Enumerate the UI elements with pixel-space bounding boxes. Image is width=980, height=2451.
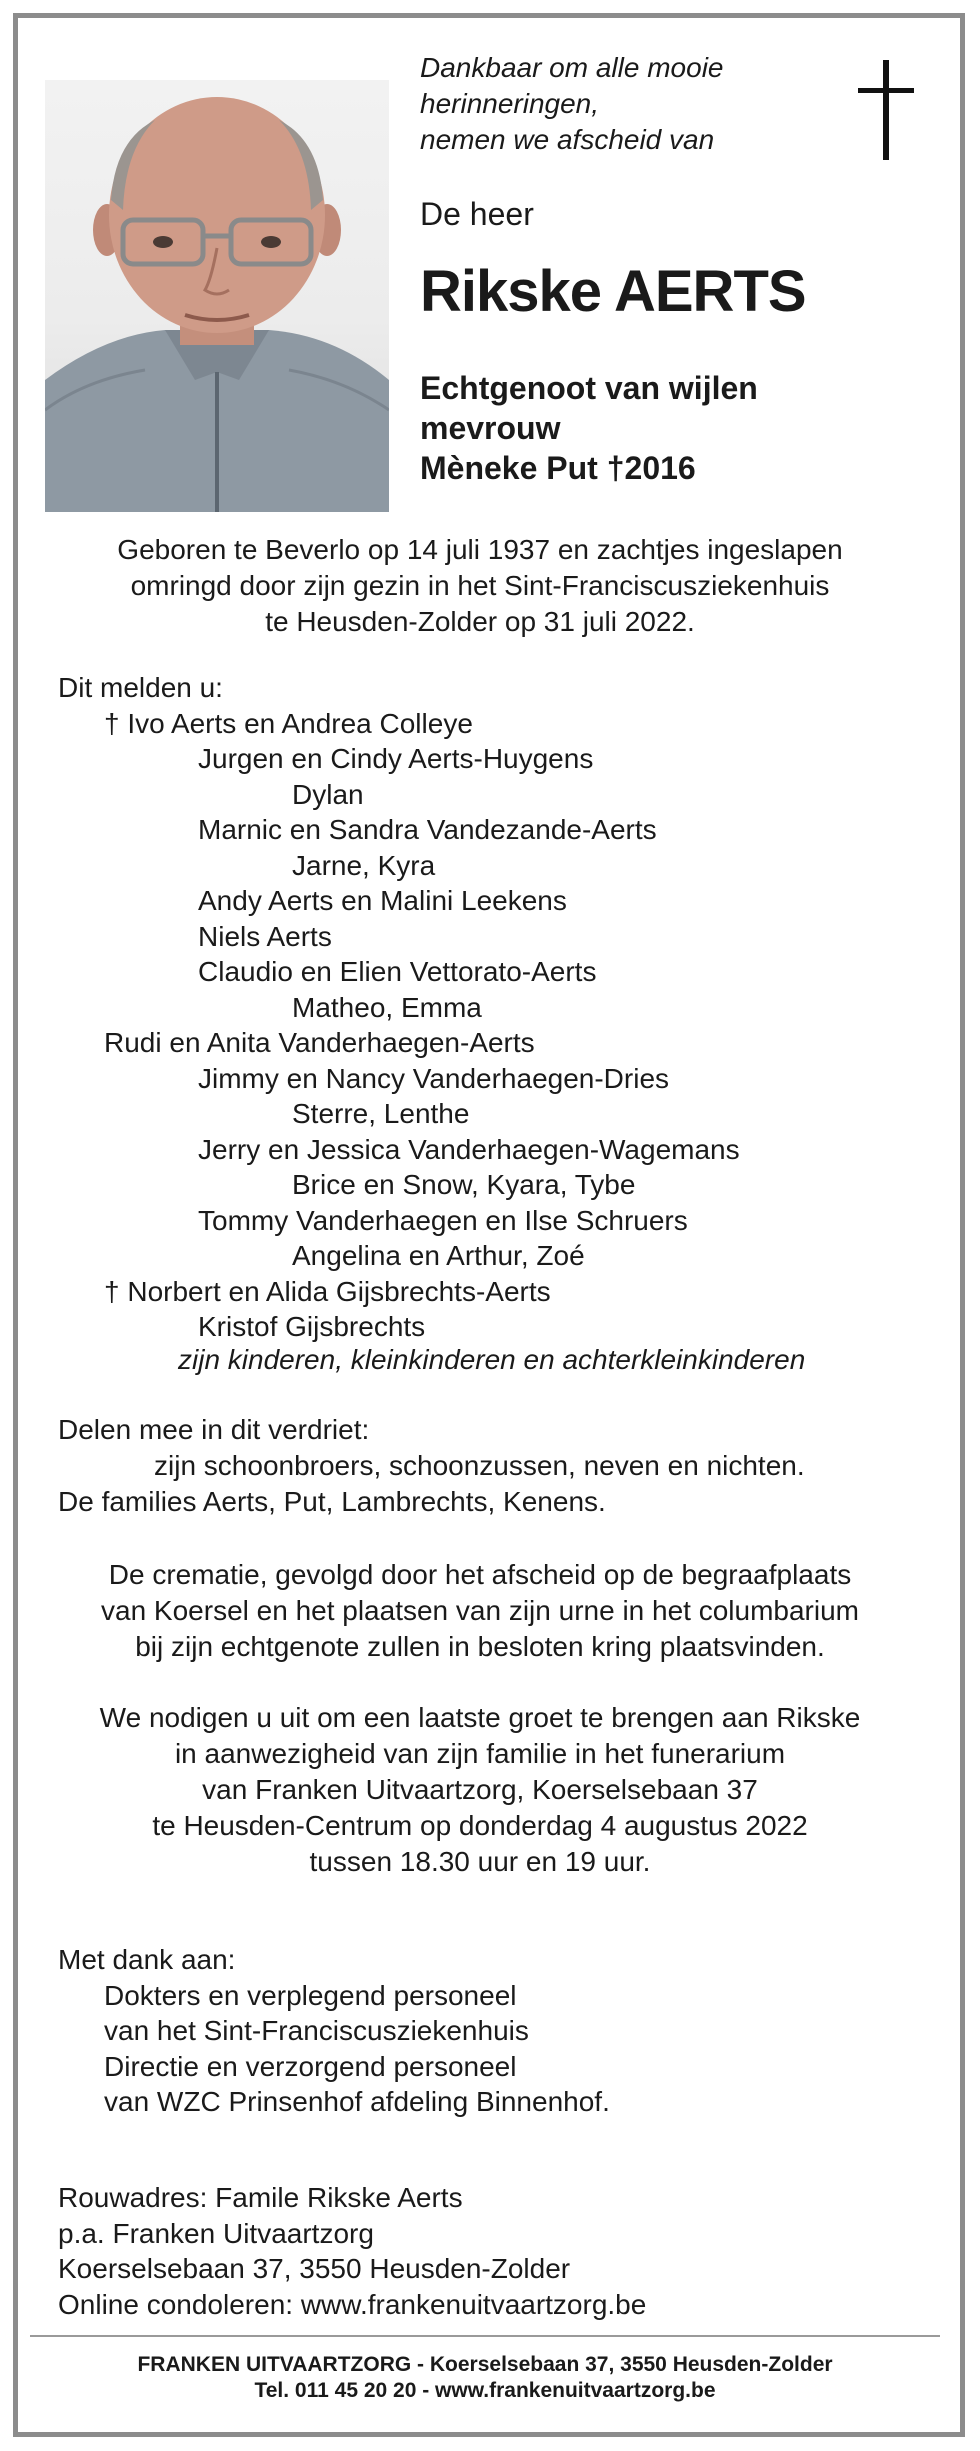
intro-text [420, 50, 724, 158]
family-member: Dylan [292, 778, 364, 810]
family-member: Kristof Gijsbrechts [198, 1311, 426, 1342]
invite-line: tussen 18.30 uur en 19 uur. [309, 1846, 651, 1877]
family-member: Jarne, Kyra [292, 849, 436, 881]
family-member: Sterre, Lenthe [292, 1098, 470, 1129]
intro-line: herinneringen, [420, 88, 600, 119]
birth-info [30, 532, 930, 640]
spouse-line: Mèneke Put †2016 [420, 450, 696, 486]
address-line: Online condoleren: www.frankenuitvaartzorg.be [58, 2288, 647, 2320]
family-member: Rudi en Anita Vanderhaegen-Aerts [104, 1027, 535, 1058]
address-line: Rouwadres: Famile Rikske Aerts [58, 2182, 463, 2213]
family-member: Angelina en Arthur, Zoé [292, 1240, 585, 1271]
invite-line: van Franken Uitvaartzorg, Koerselsebaan 37 [202, 1774, 758, 1805]
family-member: Claudio en Elien Vettorato-Aerts [198, 956, 597, 987]
share-line: De families Aerts, Put, Lambrechts, Kenens. [58, 1486, 606, 1517]
title-prefix: De heer [420, 196, 534, 232]
family-member: Jimmy en Nancy Vanderhaegen-Dries [198, 1062, 670, 1094]
cremation-line: bij zijn echtgenote zullen in besloten kring plaatsvinden. [135, 1631, 825, 1662]
thanks-line: Dokters en verplegend personeel [104, 1979, 517, 2011]
thanks-line: Directie en verzorgend personeel [104, 2050, 517, 2082]
birth-line: omringd door zijn gezin in het Sint-Franciscusziekenhuis [130, 570, 830, 601]
footer-line: FRANKEN UITVAARTZORG - Koerselsebaan 37, 3550 Heusden-Zolder [137, 2353, 833, 2376]
family-member: Jerry en Jessica Vanderhaegen-Wagemans [198, 1133, 740, 1165]
family-member: Jurgen en Cindy Aerts-Huygens [198, 743, 594, 774]
funeral-home-footer [30, 2352, 940, 2404]
thanks-section [58, 1942, 610, 2120]
spouse-line: mevrouw [420, 410, 561, 446]
family-member: Niels Aerts [198, 920, 332, 952]
spouse-line: Echtgenoot van wijlen [420, 370, 758, 406]
family-member: † Norbert en Alida Gijsbrechts-Aerts [104, 1275, 551, 1307]
footer-divider [30, 2335, 940, 2337]
family-closing: zijn kinderen, kleinkinderen en achterkleinkinderen [178, 1344, 806, 1375]
birth-line: Geboren te Beverlo op 14 juli 1937 en zachtjes ingeslapen [117, 534, 843, 565]
address-line: Koerselsebaan 37, 3550 Heusden-Zolder [58, 2253, 571, 2284]
thanks-line: van WZC Prinsenhof afdeling Binnenhof. [104, 2086, 610, 2117]
family-member: Matheo, Emma [292, 991, 482, 1023]
cremation-line: De crematie, gevolgd door het afscheid op de begraafplaats [108, 1559, 852, 1590]
announce-label: Dit melden u: [58, 672, 223, 703]
intro-line: nemen we afscheid van [420, 124, 715, 155]
family-member: Andy Aerts en Malini Leekens [198, 885, 567, 916]
family-member: † Ivo Aerts en Andrea Colleye [104, 707, 473, 739]
address-line: p.a. Franken Uitvaartzorg [58, 2217, 374, 2249]
cremation-info [30, 1557, 930, 1665]
intro-line: Dankbaar om alle mooie [420, 52, 724, 83]
cross-icon [858, 60, 914, 160]
portrait-photo [45, 80, 389, 512]
spouse-info [420, 368, 758, 488]
family-list [58, 670, 740, 1345]
family-member: Brice en Snow, Kyara, Tybe [292, 1169, 636, 1200]
invite-line: in aanwezigheid van zijn familie in het funerarium [174, 1738, 786, 1769]
birth-line: te Heusden-Zolder op 31 juli 2022. [265, 606, 695, 637]
family-member: Marnic en Sandra Vandezande-Aerts [198, 814, 657, 845]
deceased-name: Rikske AERTS [420, 259, 806, 324]
footer-line: Tel. 011 45 20 20 - www.frankenuitvaartzorg.be [254, 2379, 716, 2402]
thanks-line: Met dank aan: [58, 1944, 236, 1975]
share-line: Delen mee in dit verdriet: [58, 1414, 370, 1445]
share-grief [58, 1412, 805, 1520]
mourning-address [58, 2180, 646, 2322]
cremation-line: van Koersel en het plaatsen van zijn urne in het columbarium [101, 1595, 859, 1626]
invite-line: te Heusden-Centrum op donderdag 4 augustus 2022 [152, 1810, 808, 1841]
invite-line: We nodigen u uit om een laatste groet te brengen aan Rikske [99, 1702, 861, 1733]
invitation-info [30, 1700, 930, 1880]
share-line: zijn schoonbroers, schoonzussen, neven en nichten. [154, 1450, 805, 1481]
thanks-line: van het Sint-Franciscusziekenhuis [104, 2015, 529, 2046]
family-member: Tommy Vanderhaegen en Ilse Schruers [198, 1204, 688, 1236]
